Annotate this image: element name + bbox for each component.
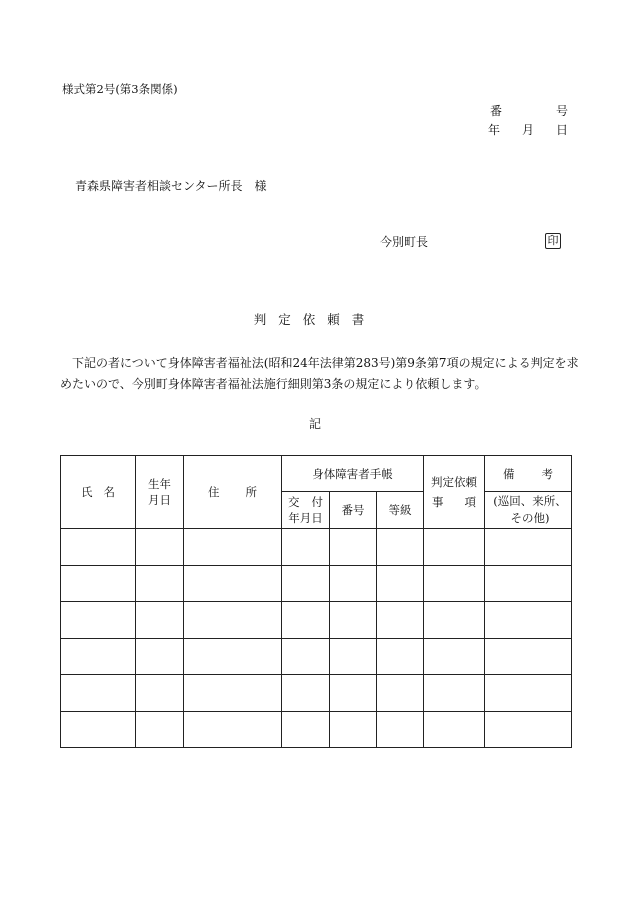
header-birth-a: 生年 <box>148 477 171 491</box>
cell-birthdate[interactable] <box>136 602 184 639</box>
header-remarks <box>485 456 572 492</box>
cell-address[interactable] <box>184 711 282 748</box>
header-name <box>61 456 136 529</box>
cell-grade[interactable] <box>377 602 424 639</box>
cell-issue-date[interactable] <box>282 565 330 602</box>
cell-name[interactable] <box>61 602 136 639</box>
header-judge-b2: 項 <box>464 495 477 509</box>
cell-remarks[interactable] <box>485 602 572 639</box>
cell-grade[interactable] <box>377 638 424 675</box>
table-row <box>61 602 572 639</box>
header-issue-date <box>282 492 330 529</box>
cell-remarks[interactable] <box>485 638 572 675</box>
header-issue-b: 年月日 <box>288 511 323 525</box>
cell-birthdate[interactable] <box>136 638 184 675</box>
cell-judge[interactable] <box>424 529 485 566</box>
header-number: 番号 <box>330 492 377 529</box>
remarks-note-b: その他) <box>510 511 550 525</box>
cell-remarks[interactable] <box>485 711 572 748</box>
cell-remarks[interactable] <box>485 565 572 602</box>
cell-issue-date[interactable] <box>282 675 330 712</box>
header-judge <box>424 456 485 529</box>
cell-name[interactable] <box>61 529 136 566</box>
cell-issue-date[interactable] <box>282 638 330 675</box>
body-line-2: めたいので、今別町身体障害者福祉法施行細則第3条の規定により依頼します。 <box>60 377 487 391</box>
table-row <box>61 638 572 675</box>
ref-number-suffix: 号 <box>555 104 568 118</box>
date-day: 日 <box>555 123 568 137</box>
date-year: 年 <box>488 123 501 137</box>
cell-grade[interactable] <box>377 529 424 566</box>
cell-remarks[interactable] <box>485 675 572 712</box>
cell-judge[interactable] <box>424 565 485 602</box>
ref-number-label: 番 <box>490 104 503 118</box>
addressee: 青森県障害者相談センター所長 様 <box>75 179 267 193</box>
table-row <box>61 711 572 748</box>
header-judge-b1: 事 <box>432 495 444 509</box>
cell-remarks[interactable] <box>485 529 572 566</box>
cell-address[interactable] <box>184 675 282 712</box>
table-row <box>61 529 572 566</box>
table-row <box>61 675 572 712</box>
form-number-label: 様式第2号(第3条関係) <box>62 82 178 96</box>
header-birthdate <box>136 456 184 529</box>
cell-address[interactable] <box>184 638 282 675</box>
header-address-b: 所 <box>245 485 257 499</box>
seal-mark-icon: 印 <box>545 233 561 249</box>
cell-address[interactable] <box>184 529 282 566</box>
header-techo: 身体障害者手帳 <box>282 456 424 492</box>
cell-name[interactable] <box>61 638 136 675</box>
cell-birthdate[interactable] <box>136 711 184 748</box>
document-title: 判定依頼書 <box>253 312 377 327</box>
cell-judge[interactable] <box>424 675 485 712</box>
cell-number[interactable] <box>330 675 377 712</box>
cell-judge[interactable] <box>424 711 485 748</box>
body-line-1: 下記の者について身体障害者福祉法(昭和24年法律第283号)第9条第7項の規定による判定を求 <box>72 356 579 370</box>
request-body <box>60 353 579 395</box>
header-remarks-b: 考 <box>541 466 554 481</box>
cell-name[interactable] <box>61 675 136 712</box>
table-row <box>61 565 572 602</box>
header-issue-a1: 交 <box>288 495 300 509</box>
header-birth-b: 月日 <box>148 493 171 507</box>
cell-number[interactable] <box>330 602 377 639</box>
cell-judge[interactable] <box>424 602 485 639</box>
cell-grade[interactable] <box>377 711 424 748</box>
cell-address[interactable] <box>184 565 282 602</box>
sender-name: 今別町長 <box>380 235 429 249</box>
date-line <box>488 124 568 136</box>
cell-number[interactable] <box>330 565 377 602</box>
cell-birthdate[interactable] <box>136 675 184 712</box>
cell-address[interactable] <box>184 602 282 639</box>
header-judge-a: 判定依頼 <box>431 475 478 489</box>
remarks-note-a: (巡回、来所、 <box>493 494 567 508</box>
date-month: 月 <box>521 123 534 137</box>
cell-birthdate[interactable] <box>136 565 184 602</box>
cell-issue-date[interactable] <box>282 529 330 566</box>
header-grade: 等級 <box>377 492 424 529</box>
cell-name[interactable] <box>61 565 136 602</box>
cell-issue-date[interactable] <box>282 602 330 639</box>
cell-number[interactable] <box>330 529 377 566</box>
cell-number[interactable] <box>330 711 377 748</box>
reference-number <box>490 105 568 117</box>
header-issue-a2: 付 <box>311 495 323 509</box>
request-table <box>60 455 572 748</box>
header-remarks-note <box>485 492 572 529</box>
header-address-a: 住 <box>208 485 220 499</box>
cell-number[interactable] <box>330 638 377 675</box>
header-address <box>184 456 282 529</box>
cell-judge[interactable] <box>424 638 485 675</box>
cell-issue-date[interactable] <box>282 711 330 748</box>
ki-heading: 記 <box>308 417 321 431</box>
header-name-a: 氏 <box>81 485 93 499</box>
table-body <box>61 529 572 748</box>
cell-grade[interactable] <box>377 675 424 712</box>
cell-name[interactable] <box>61 711 136 748</box>
cell-grade[interactable] <box>377 565 424 602</box>
header-remarks-a: 備 <box>503 466 515 481</box>
cell-birthdate[interactable] <box>136 529 184 566</box>
header-name-b: 名 <box>103 485 115 499</box>
